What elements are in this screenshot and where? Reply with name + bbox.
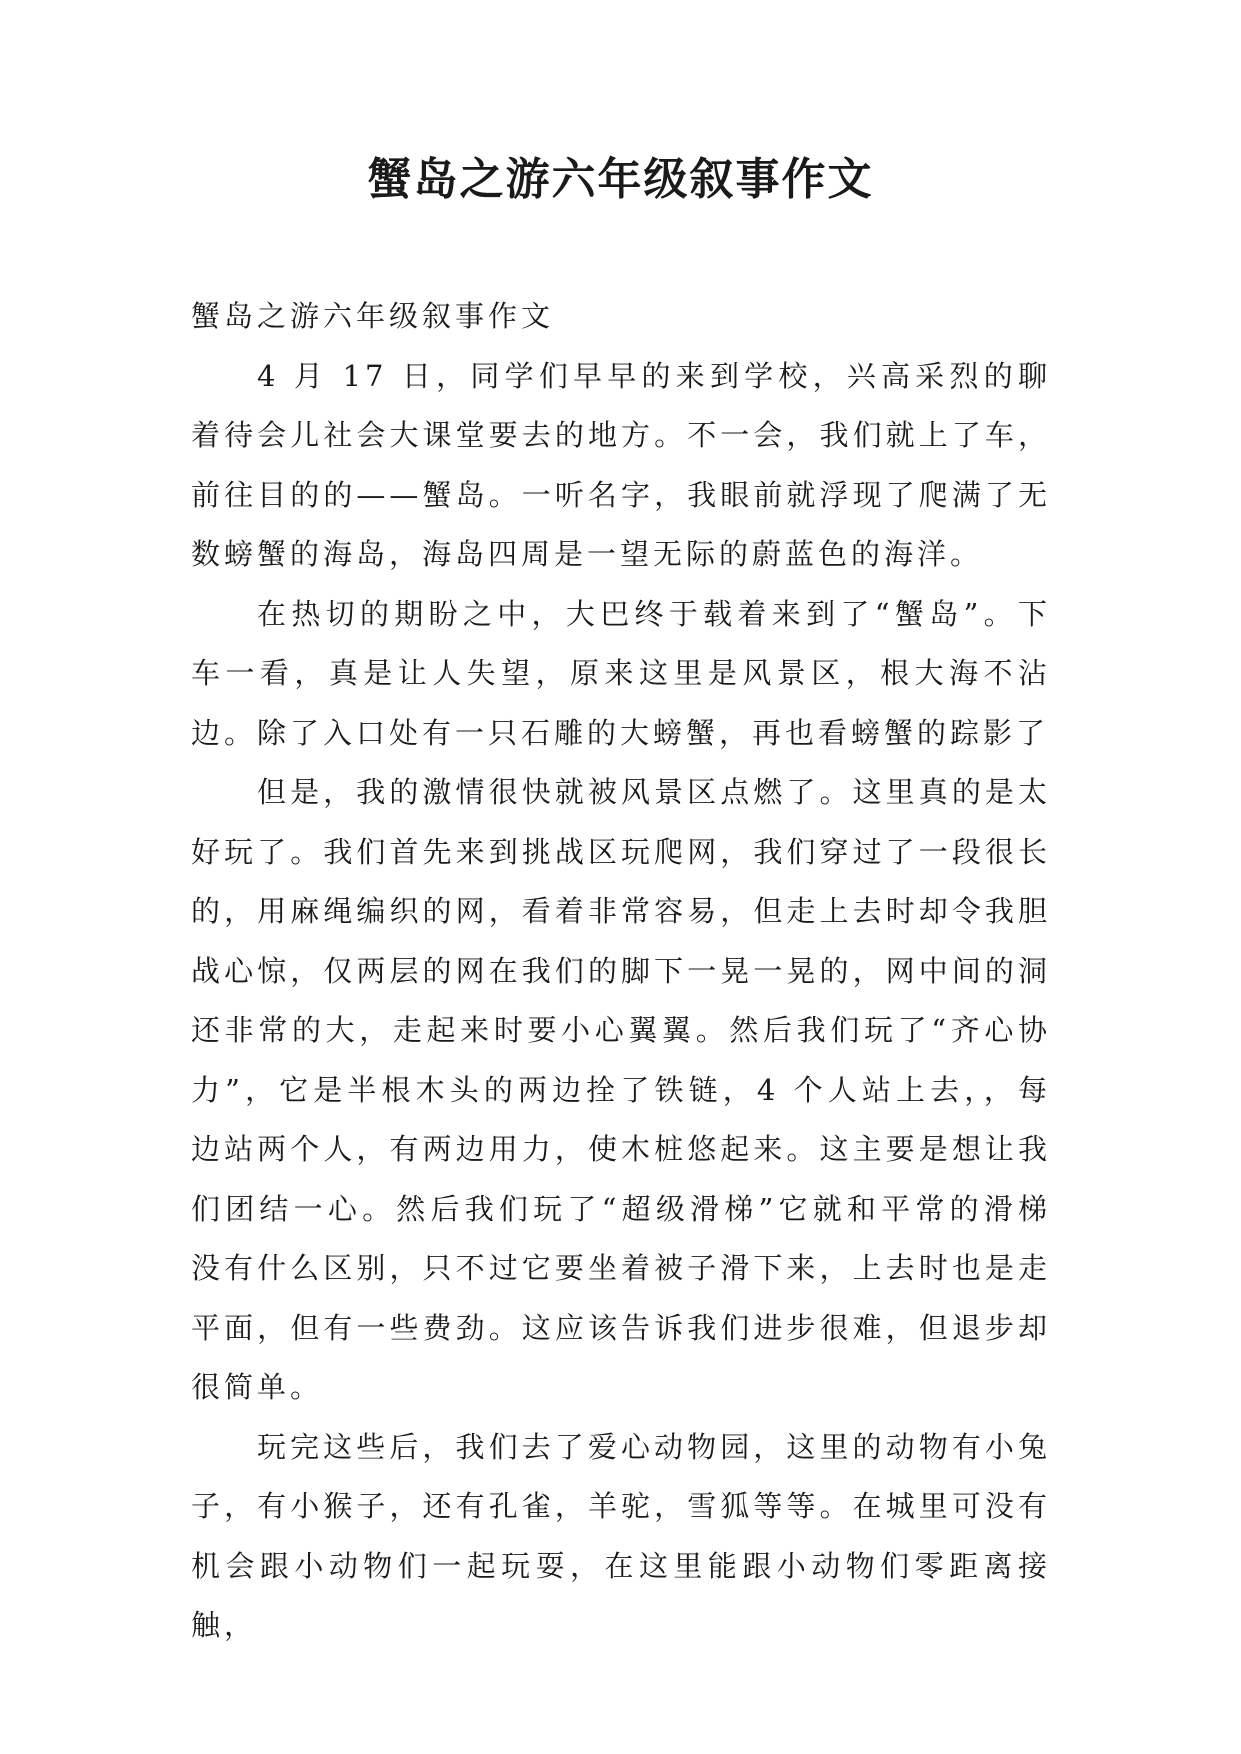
paragraph: 玩完这些后，我们去了爱心动物园，这里的动物有小兔子，有小猴子，还有孔雀，羊驼，雪狐等等。在城里可没有机会跟小动物们一起玩耍，在这里能跟小动物们零距离接触，	[191, 1429, 1051, 1642]
paragraph: 但是，我的激情很快就被风景区点燃了。这里真的是太好玩了。我们首先来到挑战区玩爬网，我们穿过了一段很长的，用麻绳编织的网，看着非常容易，但走上去时却令我胆战心惊，仅两层的网在我们的脚下一晃一晃的，网中间的洞还非常的大，走起来时要小心翼翼。然后我们玩了“齐心协力”，它是半根木头的两边拴了铁链，4 个人站上去，，每边站两个人，有两边用力，使木桩悠起来。这主要是想让我们团结一心。然后我们玩了“超级滑梯”它就和平常的滑梯没有什么区别，只不过它要坐着被子滑下来，上去时也是走平面，但有一些费劲。这应该告诉我们进步很难，但退步却很简单。	[191, 775, 1051, 1404]
document-body	[191, 287, 1051, 1656]
document-subtitle: 蟹岛之游六年级叙事作文	[191, 299, 555, 333]
document-title: 蟹岛之游六年级叙事作文	[367, 154, 874, 205]
paragraph: 在热切的期盼之中，大巴终于载着来到了“蟹岛”。下车一看，真是让人失望，原来这里是风景区，根大海不沾边。除了入口处有一只石雕的大螃蟹，再也看螃蟹的踪影了	[191, 596, 1051, 750]
paragraph: 4 月 17 日，同学们早早的来到学校，兴高采烈的聊着待会儿社会大课堂要去的地方。不一会，我们就上了车，前往目的的——蟹岛。一听名字，我眼前就浮现了爬满了无数螃蟹的海岛，海岛四周是一望无际的蔚蓝色的海洋。	[191, 358, 1051, 571]
